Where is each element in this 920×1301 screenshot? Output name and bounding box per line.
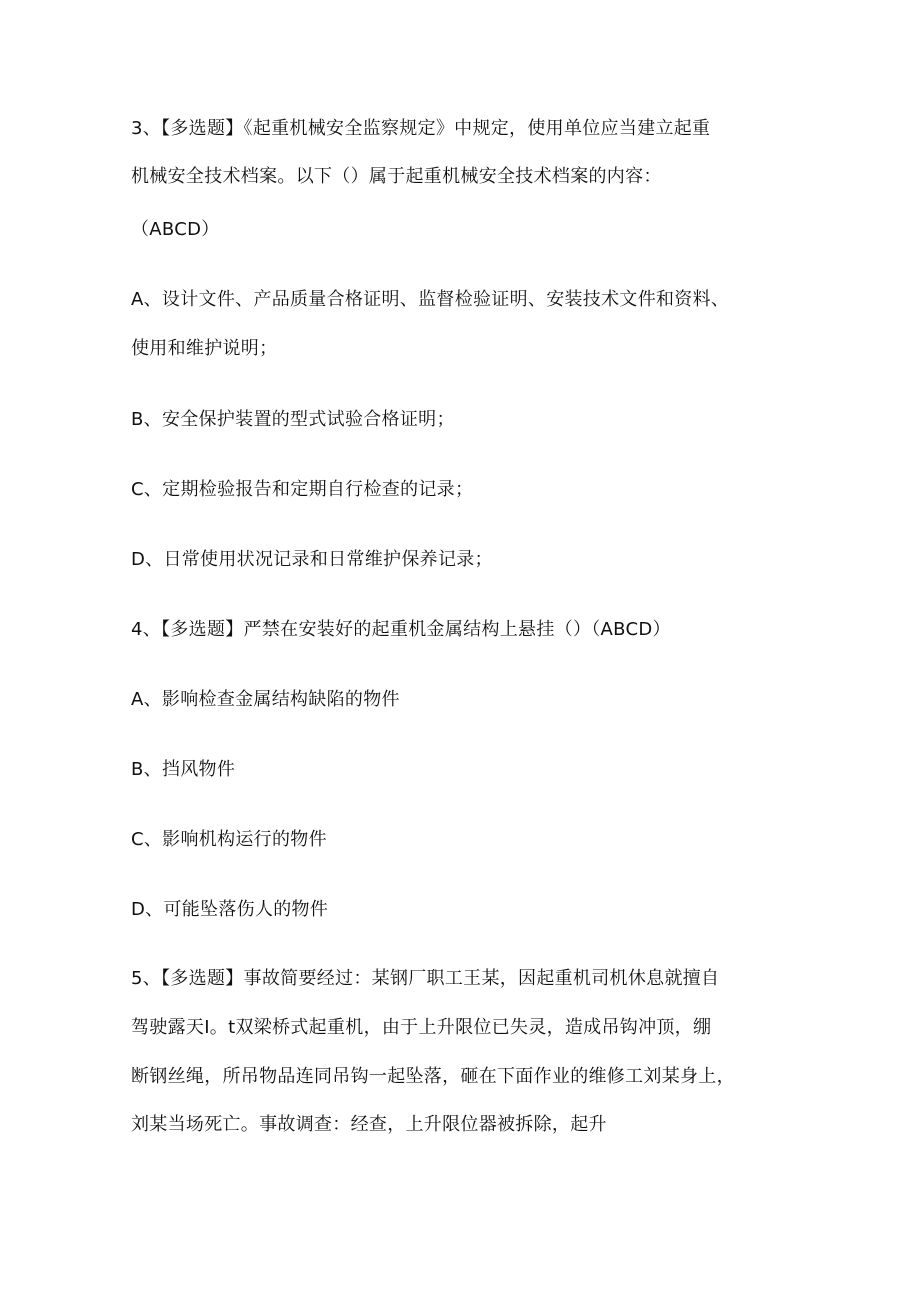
question-3-option-d: D、日常使用状况记录和日常维护保养记录； bbox=[131, 549, 493, 570]
question-3-answer: （ABCD） bbox=[131, 219, 220, 240]
question-5-line-4: 刘某当场死亡。事故调查：经查，上升限位器被拆除，起升 bbox=[131, 1114, 607, 1135]
question-4-option-b: B、挡风物件 bbox=[131, 759, 236, 780]
question-3-line-2: 机械安全技术档案。以下（）属于起重机械安全技术档案的内容： bbox=[131, 166, 662, 187]
question-3-line-1: 3、【多选题】《起重机械安全监察规定》中规定，使用单位应当建立起重 bbox=[131, 118, 711, 139]
question-4-line-1: 4、【多选题】严禁在安装好的起重机金属结构上悬挂（）（ABCD） bbox=[131, 619, 671, 640]
question-5-line-2: 驾驶露天Ⅰ。t双梁桥式起重机，由于上升限位已失灵，造成吊钩冲顶，绷 bbox=[131, 1017, 712, 1038]
question-4-option-d: D、可能坠落伤人的物件 bbox=[131, 899, 329, 920]
question-5-line-3: 断钢丝绳，所吊物品连同吊钩一起坠落，砸在下面作业的维修工刘某身上， bbox=[131, 1066, 735, 1087]
question-5-line-1: 5、【多选题】事故简要经过：某钢厂职工王某，因起重机司机休息就擅自 bbox=[131, 968, 720, 989]
question-3-option-a-line-1: A、设计文件、产品质量合格证明、监督检验证明、安装技术文件和资料、 bbox=[131, 289, 730, 310]
question-3-option-b: B、安全保护装置的型式试验合格证明； bbox=[131, 409, 455, 430]
question-4-option-a: A、影响检查金属结构缺陷的物件 bbox=[131, 689, 400, 710]
question-3-option-a-line-2: 使用和维护说明； bbox=[131, 338, 278, 359]
question-3-option-c: C、定期检验报告和定期自行检查的记录； bbox=[131, 479, 474, 500]
question-4-option-c: C、影响机构运行的物件 bbox=[131, 829, 327, 850]
